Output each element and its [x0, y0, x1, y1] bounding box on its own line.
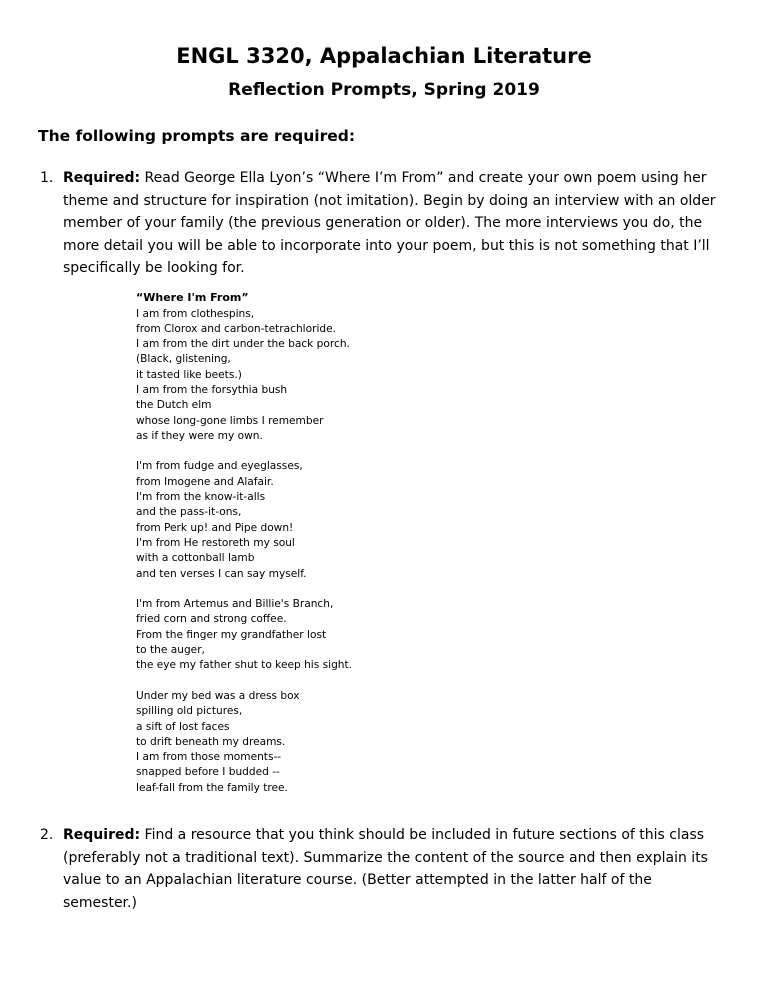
poem-line: Under my bed was a dress box: [136, 689, 300, 702]
poem-line: From the finger my grandfather lost: [136, 628, 327, 641]
poem-line: as if they were my own.: [136, 429, 263, 442]
prompt-text: Read George Ella Lyon’s “Where I’m From” and create your own poem using her theme and structure for inspiration (not imitation). Begin by doing an interview with an older member of your family (the previous generation or older). The more interviews you do, the more detail you will be able to incorporate into your poem, but this is not something that I’ll specifically be looking for.: [63, 170, 716, 276]
required-label: Required:: [63, 827, 141, 843]
prompt-item-1: [40, 167, 730, 280]
poem-line: the Dutch elm: [136, 399, 212, 412]
poem-line: I am from those moments--: [136, 751, 282, 764]
poem-line: I am from clothespins,: [136, 307, 255, 320]
poem-line: I'm from He restoreth my soul: [136, 536, 295, 549]
poem-line: I'm from the know-it-alls: [136, 491, 266, 504]
poem-line: I'm from fudge and eyeglasses,: [136, 460, 303, 473]
poem-line: spilling old pictures,: [136, 705, 243, 718]
required-label: Required:: [63, 170, 141, 186]
poem-line: from Perk up! and Pipe down!: [136, 521, 294, 534]
prompt-list: [40, 167, 730, 914]
poem-stanza: [136, 689, 730, 796]
poem-stanza: [136, 459, 730, 581]
poem-line: to drift beneath my dreams.: [136, 735, 286, 748]
poem-stanzas: [136, 307, 730, 797]
poem-line: whose long-gone limbs I remember: [136, 414, 324, 427]
item-number: 1.: [40, 170, 54, 186]
poem-block: [136, 290, 730, 797]
prompt-item-2: [40, 824, 730, 914]
poem-line: fried corn and strong coffee.: [136, 613, 287, 626]
poem-line: from Imogene and Alafair.: [136, 475, 274, 488]
item-number: 2.: [40, 827, 54, 843]
prompt-text: Find a resource that you think should be included in future sections of this class (preferably not a traditional text). Summarize the content of the source and then explain its value to an Appalachian literature course. (Better attempted in the latter half of the semester.): [63, 827, 708, 911]
poem-line: I am from the dirt under the back porch.: [136, 338, 350, 351]
poem-line: with a cottonball lamb: [136, 552, 255, 565]
poem-stanza: [136, 307, 730, 445]
poem-line: and the pass-it-ons,: [136, 506, 242, 519]
document-title: ENGL 3320, Appalachian Literature: [176, 44, 592, 68]
section-heading: The following prompts are required:: [38, 127, 356, 145]
poem-line: I'm from Artemus and Billie's Branch,: [136, 598, 334, 611]
document-subtitle: Reflection Prompts, Spring 2019: [228, 80, 540, 100]
poem-line: a sift of lost faces: [136, 720, 230, 733]
poem-line: I am from the forsythia bush: [136, 383, 288, 396]
poem-line: the eye my father shut to keep his sight.: [136, 659, 353, 672]
poem-line: it tasted like beets.): [136, 368, 242, 381]
poem-line: to the auger,: [136, 644, 205, 657]
poem-title: “Where I'm From”: [136, 290, 249, 304]
poem-line: from Clorox and carbon-tetrachloride.: [136, 322, 337, 335]
poem-line: and ten verses I can say myself.: [136, 567, 307, 580]
poem-line: (Black, glistening,: [136, 353, 231, 366]
poem-line: snapped before I budded --: [136, 766, 280, 779]
poem-line: leaf-fall from the family tree.: [136, 781, 288, 794]
poem-stanza: [136, 597, 730, 673]
